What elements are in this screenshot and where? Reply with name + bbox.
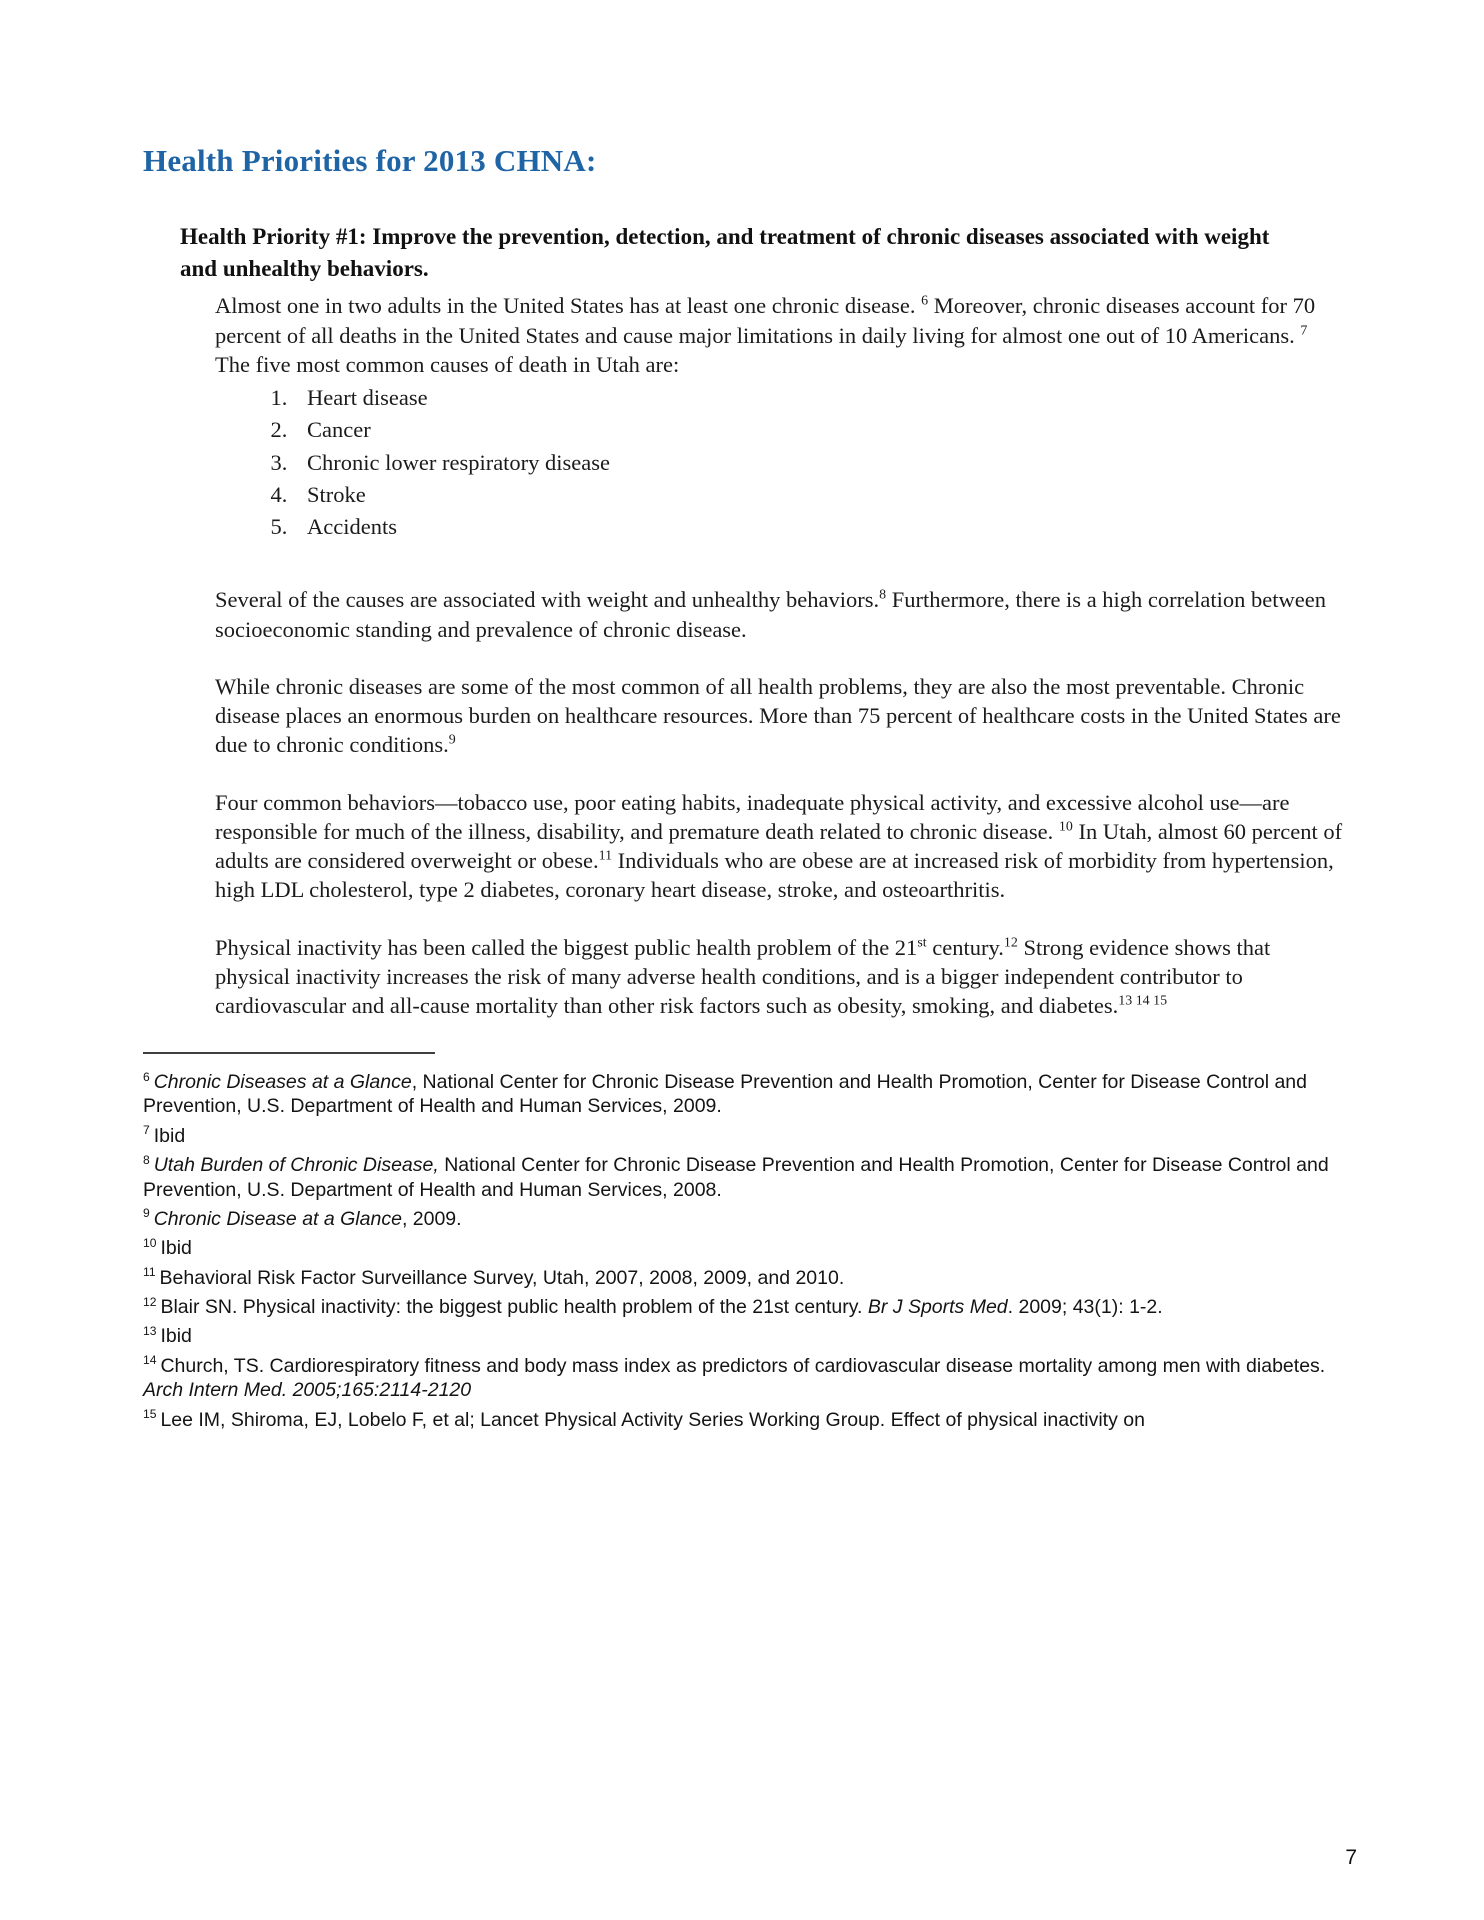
text-segment: Ibid <box>160 1325 192 1348</box>
footnote-section <box>143 1052 1355 1437</box>
text-segment: Individuals who are obese are at increased risk of morbidity from hypertension, high LDL cholesterol, type 2 diabetes, coronary heart disease, stroke, and osteoarthritis. <box>215 848 1334 903</box>
footnote <box>143 1207 1355 1231</box>
text-segment: century. <box>926 934 1004 960</box>
body-text <box>215 291 1344 1020</box>
footnote-number: 11 <box>143 1265 156 1280</box>
footnote-number: 10 <box>143 1235 157 1250</box>
text-segment: , 2009. <box>401 1207 462 1230</box>
text-segment: , National Center for Chronic Disease Prevention and Health Promotion, Center for Disease Control and Prevention, U.S. Department of Health and Human Services, 2009. <box>143 1071 1307 1118</box>
causes-of-death-list <box>215 383 1344 541</box>
footnote-reference: 10 <box>1058 819 1073 835</box>
text-segment: Blair SN. Physical inactivity: the biggest public health problem of the 21st century. <box>160 1296 868 1318</box>
text-segment: While chronic diseases are some of the most common of all health problems, they are also the most preventable. Chronic disease places an enormous burden on healthcare resources. More than 75 percent of healthcare costs in the United States are due to chronic conditions. <box>215 673 1341 758</box>
text-segment: Chronic Disease at a Glance <box>153 1207 402 1230</box>
body-paragraph <box>215 788 1344 905</box>
text-segment: Physical inactivity has been called the biggest public health problem of the 21 <box>215 934 918 960</box>
body-paragraph <box>215 933 1344 1021</box>
text-segment: Almost one in two adults in the United States has at least one chronic disease. <box>215 293 922 319</box>
cause-list-item: 5. Accidents <box>293 512 1344 541</box>
body-paragraph <box>215 672 1344 760</box>
footnote-number: 7 <box>143 1123 150 1138</box>
footnote-number: 15 <box>143 1407 157 1421</box>
footnote <box>143 1295 1355 1319</box>
text-segment: Moreover, chronic diseases account for 70 percent of all deaths in the United States and cause major limitations in daily living for almost one out of 10 Americans. <box>215 293 1316 348</box>
text-segment: . 2009; 43(1): 1-2. <box>1007 1296 1163 1318</box>
footnotes <box>143 1070 1355 1432</box>
footnote <box>143 1266 1355 1290</box>
footnote-reference: 6 <box>921 293 929 309</box>
footnote-reference: 11 <box>598 848 613 864</box>
text-segment: Furthermore, there is a high correlation between socioeconomic standing and prevalence of chronic disease. <box>215 587 1326 642</box>
footnote-reference: 7 <box>1300 323 1308 339</box>
text-segment: Strong evidence shows that physical inactivity increases the risk of many adverse health conditions, and is a bigger independent contributor to cardiovascular and all-cause mortality than other risk factors such as obesity, smoking, and diabetes. <box>215 934 1271 1019</box>
footnote-number: 8 <box>143 1152 150 1167</box>
footnote <box>143 1153 1355 1202</box>
cause-list-item: 3. Chronic lower respiratory disease <box>293 448 1344 477</box>
text-segment: Lee IM, Shiroma, EJ, Lobelo F, et al; Lancet Physical Activity Series Working Group. Effect of physical inactivity on <box>160 1408 1145 1431</box>
footnote-number: 13 <box>143 1323 157 1338</box>
footnote <box>143 1236 1355 1260</box>
text-segment: Behavioral Risk Factor Surveillance Survey, Utah, 2007, 2008, 2009, and 2010. <box>159 1266 845 1289</box>
text-segment: Church, TS. Cardiorespiratory fitness and body mass index as predictors of cardiovascular disease mortality among men with diabetes. <box>160 1354 1326 1377</box>
footnote-number: 9 <box>143 1206 150 1221</box>
footnote-reference: 13 14 15 <box>1118 993 1168 1009</box>
footnote <box>143 1124 1355 1148</box>
footnote <box>143 1324 1355 1348</box>
footnote-reference: st <box>917 935 927 951</box>
intro-paragraph <box>215 291 1344 379</box>
body-paragraph <box>215 585 1344 644</box>
footnote-reference: 12 <box>1003 935 1018 951</box>
footnote-number: 14 <box>143 1353 157 1368</box>
cause-list-item: 2. Cancer <box>293 415 1344 444</box>
footnote-number: 12 <box>143 1294 157 1309</box>
text-segment: Several of the causes are associated with weight and unhealthy behaviors. <box>215 587 880 613</box>
priority-heading: Health Priority #1: Improve the prevention, detection, and treatment of chronic diseases associated with weight and unhealthy behaviors. <box>180 224 1270 282</box>
footnote-reference: 9 <box>448 732 456 748</box>
cause-list-item: 1. Heart disease <box>293 383 1344 412</box>
body-paragraphs <box>215 585 1344 1020</box>
footnote <box>143 1070 1355 1119</box>
text-segment: Four common behaviors—tobacco use, poor eating habits, inadequate physical activity, and excessive alcohol use—are responsible for much of the illness, disability, and premature death related to chronic disease. <box>215 789 1290 844</box>
text-segment: Br J Sports Med <box>867 1296 1008 1318</box>
page-number: 7 <box>1345 1846 1357 1869</box>
text-segment: Chronic Diseases at a Glance <box>153 1071 412 1093</box>
text-segment: Ibid <box>153 1124 186 1147</box>
text-segment: In Utah, almost 60 percent of adults are considered overweight or obese. <box>215 818 1343 874</box>
footnote <box>143 1408 1355 1432</box>
footnote-reference: 8 <box>879 587 887 603</box>
cause-list-item: 4. Stroke <box>293 480 1344 509</box>
page-title: Health Priorities for 2013 CHNA: <box>143 143 597 178</box>
text-segment: Arch Intern Med. 2005;165:2114-2120 <box>143 1379 472 1402</box>
footnote-separator <box>143 1052 435 1054</box>
text-segment: National Center for Chronic Disease Prevention and Health Promotion, Center for Disease Control and Prevention, U.S. Department of Health and Human Services, 2008. <box>143 1154 1329 1201</box>
footnote <box>143 1354 1355 1403</box>
text-segment: Ibid <box>160 1237 192 1260</box>
text-segment: The five most common causes of death in Utah are: <box>215 351 680 377</box>
text-segment: Utah Burden of Chronic Disease, <box>153 1154 439 1177</box>
footnote-number: 6 <box>143 1069 150 1084</box>
